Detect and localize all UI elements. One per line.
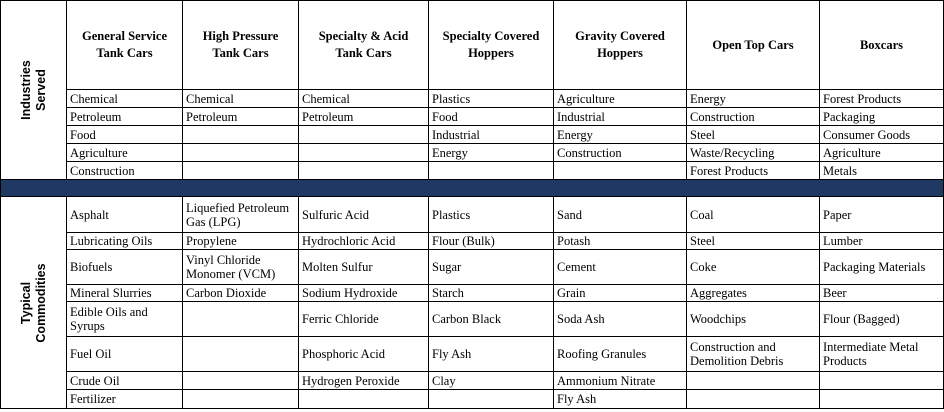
commodity-cell: Vinyl Chloride Monomer (VCM)	[183, 250, 299, 285]
commodities-label-line1: Typical	[18, 281, 33, 324]
commodity-cell: Edible Oils and Syrups	[67, 302, 183, 337]
column-header: Boxcars	[820, 1, 944, 90]
industries-label-line2: Served	[33, 69, 48, 111]
industry-cell	[429, 162, 554, 180]
commodity-cell: Sodium Hydroxide	[299, 285, 429, 302]
commodity-row	[1, 302, 944, 337]
industry-row	[1, 108, 944, 126]
commodity-cell: Molten Sulfur	[299, 250, 429, 285]
industry-cell: Chemical	[299, 90, 429, 108]
industry-cell: Plastics	[429, 90, 554, 108]
commodity-cell	[183, 337, 299, 372]
industry-cell: Consumer Goods	[820, 126, 944, 144]
commodity-cell: Lubricating Oils	[67, 233, 183, 250]
commodity-cell: Potash	[554, 233, 687, 250]
industry-row	[1, 90, 944, 108]
industry-cell	[299, 162, 429, 180]
commodity-cell: Steel	[687, 233, 820, 250]
column-header: High Pressure Tank Cars	[183, 1, 299, 90]
industry-cell	[183, 162, 299, 180]
commodity-cell: Beer	[820, 285, 944, 302]
commodity-cell: Crude Oil	[67, 372, 183, 390]
commodity-cell: Sulfuric Acid	[299, 197, 429, 233]
commodity-cell: Coal	[687, 197, 820, 233]
commodity-cell: Woodchips	[687, 302, 820, 337]
industry-cell: Waste/Recycling	[687, 144, 820, 162]
industry-cell: Petroleum	[299, 108, 429, 126]
commodity-cell: Carbon Dioxide	[183, 285, 299, 302]
industry-cell: Agriculture	[554, 90, 687, 108]
industry-cell: Construction	[554, 144, 687, 162]
commodity-cell	[183, 302, 299, 337]
industry-cell	[183, 126, 299, 144]
commodity-cell: Flour (Bulk)	[429, 233, 554, 250]
industry-cell: Energy	[429, 144, 554, 162]
commodity-row	[1, 197, 944, 233]
industry-cell: Forest Products	[687, 162, 820, 180]
commodity-cell: Fertilizer	[67, 390, 183, 409]
industry-cell: Petroleum	[183, 108, 299, 126]
industry-cell	[554, 162, 687, 180]
commodity-cell: Lumber	[820, 233, 944, 250]
commodity-cell: Fly Ash	[429, 337, 554, 372]
commodity-row	[1, 390, 944, 409]
commodity-cell: Sand	[554, 197, 687, 233]
commodity-row	[1, 285, 944, 302]
industry-cell: Industrial	[554, 108, 687, 126]
industries-served-label	[1, 1, 67, 180]
commodity-cell	[183, 390, 299, 409]
commodity-row	[1, 250, 944, 285]
industry-cell: Chemical	[183, 90, 299, 108]
commodity-cell: Starch	[429, 285, 554, 302]
commodity-cell: Sugar	[429, 250, 554, 285]
separator-bar	[1, 180, 944, 197]
commodity-cell	[429, 390, 554, 409]
commodity-cell: Construction and Demolition Debris	[687, 337, 820, 372]
industry-cell: Petroleum	[67, 108, 183, 126]
industry-cell: Energy	[554, 126, 687, 144]
header-row	[1, 1, 944, 90]
commodity-cell	[687, 390, 820, 409]
industry-cell: Forest Products	[820, 90, 944, 108]
commodity-cell: Ammonium Nitrate	[554, 372, 687, 390]
industry-cell: Steel	[687, 126, 820, 144]
column-header: Open Top Cars	[687, 1, 820, 90]
commodity-row	[1, 337, 944, 372]
commodity-cell: Hydrochloric Acid	[299, 233, 429, 250]
industry-cell: Agriculture	[67, 144, 183, 162]
commodity-cell: Paper	[820, 197, 944, 233]
commodity-cell: Fly Ash	[554, 390, 687, 409]
industry-row	[1, 126, 944, 144]
column-header: General Service Tank Cars	[67, 1, 183, 90]
industry-row	[1, 162, 944, 180]
commodity-row	[1, 233, 944, 250]
industry-cell: Packaging	[820, 108, 944, 126]
commodity-cell: Mineral Slurries	[67, 285, 183, 302]
industries-label-line1: Industries	[18, 60, 33, 120]
commodity-cell: Phosphoric Acid	[299, 337, 429, 372]
industry-cell	[299, 144, 429, 162]
industry-row	[1, 144, 944, 162]
industry-cell: Food	[67, 126, 183, 144]
commodity-cell: Fuel Oil	[67, 337, 183, 372]
industry-cell: Food	[429, 108, 554, 126]
commodity-cell: Roofing Granules	[554, 337, 687, 372]
commodity-cell: Soda Ash	[554, 302, 687, 337]
commodity-cell: Hydrogen Peroxide	[299, 372, 429, 390]
commodity-cell	[687, 372, 820, 390]
commodities-label-line2: Commodities	[33, 262, 48, 343]
commodity-cell: Propylene	[183, 233, 299, 250]
industries-body	[1, 180, 944, 409]
commodity-cell: Cement	[554, 250, 687, 285]
industry-cell: Industrial	[429, 126, 554, 144]
industry-cell	[299, 126, 429, 144]
commodity-cell: Liquefied Petroleum Gas (LPG)	[183, 197, 299, 233]
commodity-cell: Grain	[554, 285, 687, 302]
industry-cell	[183, 144, 299, 162]
column-header: Specialty Covered Hoppers	[429, 1, 554, 90]
commodity-cell: Carbon Black	[429, 302, 554, 337]
commodity-cell: Clay	[429, 372, 554, 390]
commodity-cell	[183, 372, 299, 390]
commodity-cell: Biofuels	[67, 250, 183, 285]
column-header: Gravity Covered Hoppers	[554, 1, 687, 90]
commodity-cell	[299, 390, 429, 409]
commodity-cell: Coke	[687, 250, 820, 285]
commodity-cell	[820, 372, 944, 390]
commodity-cell	[820, 390, 944, 409]
industry-cell: Construction	[67, 162, 183, 180]
separator-row	[1, 180, 944, 197]
commodity-row	[1, 372, 944, 390]
industry-cell: Metals	[820, 162, 944, 180]
industry-cell: Construction	[687, 108, 820, 126]
industry-cell: Chemical	[67, 90, 183, 108]
typical-commodities-label	[1, 197, 67, 409]
commodity-cell: Asphalt	[67, 197, 183, 233]
industry-cell: Agriculture	[820, 144, 944, 162]
industry-cell: Energy	[687, 90, 820, 108]
commodity-cell: Intermediate Metal Products	[820, 337, 944, 372]
commodity-cell: Aggregates	[687, 285, 820, 302]
commodity-cell: Flour (Bagged)	[820, 302, 944, 337]
column-header: Specialty & Acid Tank Cars	[299, 1, 429, 90]
commodity-cell: Ferric Chloride	[299, 302, 429, 337]
commodity-cell: Plastics	[429, 197, 554, 233]
commodity-cell: Packaging Materials	[820, 250, 944, 285]
